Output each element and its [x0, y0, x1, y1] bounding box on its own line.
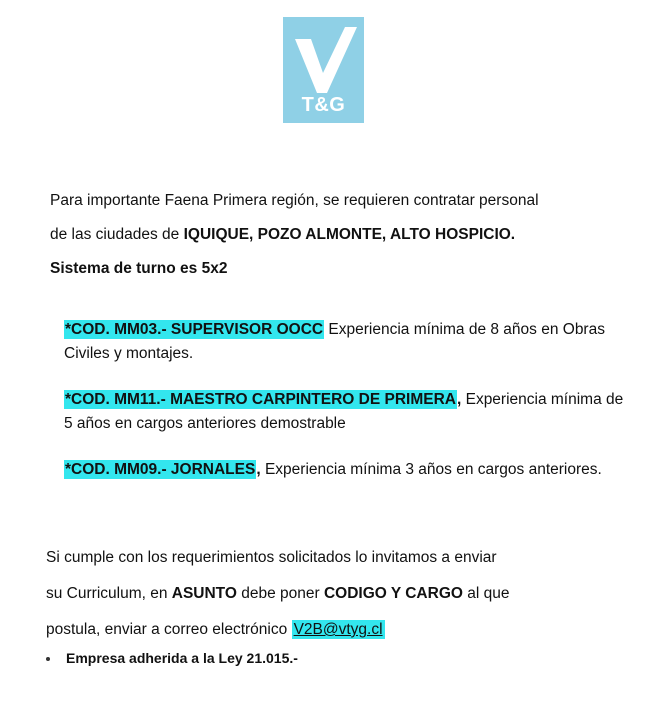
intro-line-1: Para importante Faena Primera región, se requieren contratar personal — [50, 192, 539, 209]
outro-line-1: Si cumple con los requerimientos solicitados lo invitamos a enviar — [46, 549, 497, 566]
job-separator: , — [456, 391, 462, 408]
bullet-item — [46, 650, 298, 666]
job-list — [64, 318, 634, 504]
outro-text: postula, enviar a correo electrónico — [46, 621, 292, 638]
application-instructions — [46, 546, 636, 654]
outro-text: su Curriculum, en — [46, 585, 172, 602]
job-item — [64, 458, 634, 482]
intro-cities: IQUIQUE, POZO ALMONTE, ALTO HOSPICIO. — [183, 226, 516, 243]
job-item — [64, 318, 634, 366]
shift-system: Sistema de turno es 5x2 — [50, 260, 228, 277]
logo-text: T&G — [301, 94, 346, 116]
company-logo — [283, 17, 364, 123]
outro-text: debe poner — [236, 585, 324, 602]
job-separator: , — [256, 461, 261, 478]
email-link[interactable]: V2B@vtyg.cl — [293, 621, 383, 638]
intro-line-2 — [50, 224, 630, 258]
code-and-role-label: CODIGO Y CARGO — [323, 585, 463, 602]
job-code: *COD. MM09.- JORNALES — [65, 461, 256, 478]
job-code: *COD. MM03.- SUPERVISOR OOCC — [65, 321, 324, 338]
law-compliance-text: Empresa adherida a la Ley 21.015.- — [66, 650, 298, 666]
subject-label: ASUNTO — [171, 585, 237, 602]
intro-cities-label: de las ciudades de — [50, 226, 184, 243]
job-description: Experiencia mínima de 5 años en cargos anteriores demostrable — [64, 391, 624, 432]
outro-line-2 — [46, 582, 636, 618]
job-code: *COD. MM11.- MAESTRO CARPINTERO DE PRIMERA — [65, 391, 456, 408]
bullet-dot-icon — [46, 657, 50, 661]
job-description: Experiencia mínima 3 años en cargos anteriores. — [260, 461, 602, 478]
outro-text: al que — [462, 585, 510, 602]
job-description: Experiencia mínima de 8 años en Obras Civiles y montajes. — [64, 321, 605, 362]
intro-paragraph — [50, 190, 630, 292]
job-item — [64, 388, 634, 436]
outro-line-3 — [46, 618, 636, 654]
